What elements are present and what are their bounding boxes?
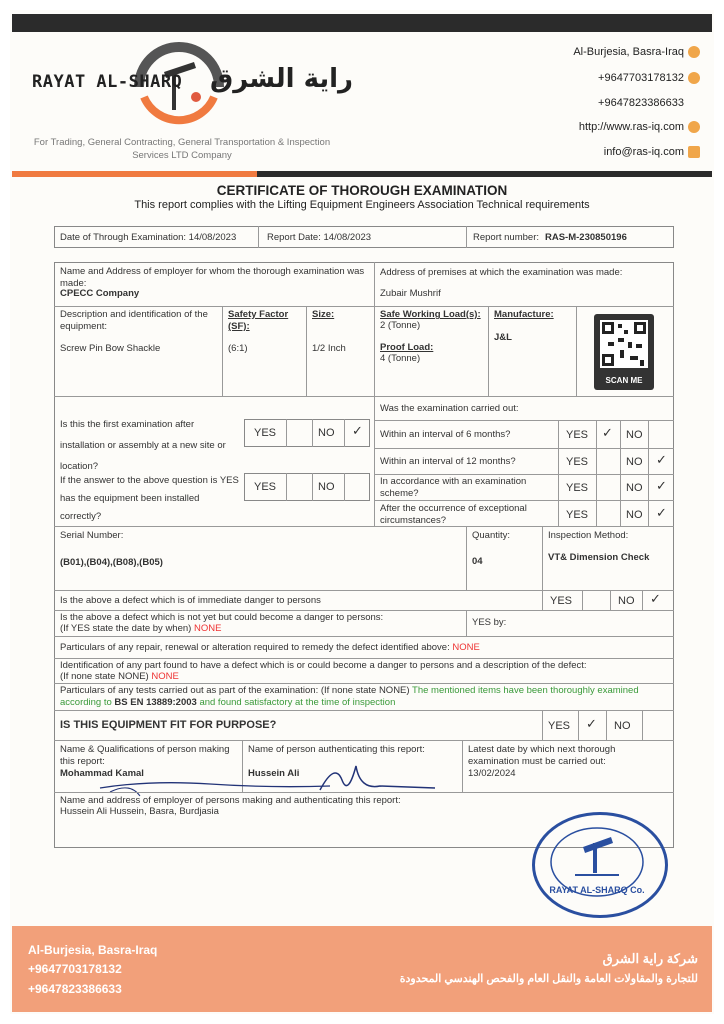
divider	[542, 526, 543, 590]
divider	[54, 610, 674, 611]
top-bar	[12, 14, 712, 32]
certificate-subtitle: This report complies with the Lifting Equipment Engineers Association Technical requirements	[134, 199, 590, 211]
yes-label: YES	[254, 481, 277, 493]
no-checkmark: ✓	[656, 505, 667, 520]
divider	[576, 306, 577, 396]
tests-result-text: examined according to	[60, 685, 639, 708]
no-checkmark: ✓	[656, 452, 667, 467]
brand-name: RAYAT AL-SHARQ	[32, 72, 183, 92]
no-label: NO	[626, 429, 643, 441]
divider	[312, 473, 313, 501]
tests-particulars	[60, 685, 670, 709]
divider	[620, 420, 621, 526]
divider	[558, 420, 559, 526]
company-stamp	[532, 812, 668, 918]
yes-label: YES	[566, 482, 589, 494]
divider	[606, 710, 607, 740]
standard-reference: BS EN 13889:2003	[114, 697, 197, 708]
defect-identification-note	[60, 671, 179, 683]
company-tagline: For Trading, General Contracting, General Transportation & Inspection Services LTD Company	[33, 137, 331, 161]
address-text: Al-Burjesia, Basra-Iraq	[573, 46, 684, 58]
none-value: NONE	[151, 671, 179, 682]
employer-label: Name and Address of employer for whom the thorough examination was made:	[60, 266, 365, 289]
footer-arabic-tagline: للتجارة والمقاولات العامة والنقل العام والفحص الهندسي المحدودة	[399, 973, 698, 985]
proof-load-label: Proof Load:	[380, 342, 434, 353]
yes-label: YES	[566, 509, 589, 521]
divider	[374, 396, 375, 526]
manufacture-label: Manufacture:	[494, 309, 554, 320]
yes-label: YES	[548, 720, 571, 732]
divider	[374, 420, 674, 421]
no-label: NO	[618, 595, 635, 607]
brand-name-arabic: راية الشرق	[210, 64, 354, 94]
no-checkmark: ✓	[352, 423, 363, 438]
divider	[54, 658, 674, 659]
footer-arabic-name: شركة راية الشرق	[602, 951, 698, 966]
none-value: NONE	[452, 642, 480, 653]
contact-email[interactable]	[604, 146, 700, 158]
premises-value: Zubair Mushrif	[380, 288, 441, 299]
stamp-text: RAYAT AL-SHARQ Co.	[549, 885, 645, 895]
authenticator-label: Name of person authenticating this report:	[248, 744, 425, 755]
no-checkmark: ✓	[650, 591, 661, 606]
no-label: NO	[614, 720, 631, 732]
manufacture-value: J&L	[494, 332, 512, 343]
divider	[54, 526, 674, 527]
divider	[344, 473, 345, 501]
employer-of-persons-label: Name and address of employer of persons making and authenticating this report:	[60, 795, 401, 806]
defect-identification-note-text: (If none state NONE)	[60, 671, 149, 682]
question-first-exam: Is this the first examination after installation or assembly at a new site or location?	[60, 419, 226, 472]
next-exam-date: 13/02/2024	[468, 768, 516, 779]
inspection-method-value: VT& Dimension Check	[548, 552, 650, 563]
mail-icon	[688, 146, 700, 158]
signature-drawing	[90, 760, 450, 800]
yes-checkmark: ✓	[602, 425, 613, 440]
divider	[542, 590, 543, 610]
none-value: NONE	[193, 623, 222, 634]
footer-phone2: +9647823386633	[28, 982, 122, 996]
employer-of-persons-value: Hussein Ali Hussein, Basra, Burdjasia	[60, 806, 219, 817]
authenticator-name: Hussein Ali	[248, 768, 300, 779]
divider	[54, 396, 674, 397]
no-label: NO	[318, 481, 335, 493]
report-number-label: Report number:	[473, 232, 540, 243]
certificate-title: CERTIFICATE OF THOROUGH EXAMINATION	[216, 183, 508, 198]
divider	[286, 473, 287, 501]
website-link[interactable]: http://www.ras-iq.com	[578, 121, 684, 133]
swl-value: 2 (Tonne)	[380, 320, 421, 331]
exceptional-circumstances: After the occurrence of exceptional circumstances?	[380, 503, 527, 526]
divider	[306, 306, 307, 396]
divider	[286, 419, 287, 447]
serial-value: (B01),(B04),(B08),(B05)	[60, 557, 163, 568]
yes-label: YES	[566, 429, 589, 441]
divider	[610, 590, 611, 610]
carried-out-label: Was the examination carried out:	[380, 403, 519, 414]
exam-scheme: In accordance with an examination scheme?	[380, 476, 527, 499]
yes-checkmark: ✓	[586, 716, 597, 731]
inspection-method-label: Inspection Method:	[548, 530, 629, 541]
divider	[374, 500, 674, 501]
divider	[462, 740, 463, 792]
divider	[54, 590, 674, 591]
divider	[54, 683, 674, 684]
no-label: NO	[318, 427, 335, 439]
footer-address: Al-Burjesia, Basra-Iraq	[28, 943, 158, 957]
report-maker-name: Mohammad Kamal	[60, 768, 144, 779]
proof-load-value: 4 (Tonne)	[380, 353, 421, 364]
yes-label: YES	[254, 427, 277, 439]
contact-website[interactable]	[579, 121, 700, 133]
qr-code-panel[interactable]	[594, 314, 654, 390]
divider	[466, 526, 467, 590]
defect-date-note	[60, 623, 221, 635]
phone-text: +9647823386633	[598, 97, 684, 109]
contact-address	[573, 46, 700, 58]
divider	[488, 306, 489, 396]
yes-label: YES	[566, 456, 589, 468]
divider	[312, 419, 313, 447]
contact-phone2	[598, 97, 700, 109]
defect-potential-danger: Is the above a defect which is not yet but could become a danger to persons:	[60, 612, 384, 623]
quantity-value: 04	[472, 556, 483, 567]
exam-date: Date of Through Examination: 14/08/2023	[60, 232, 237, 243]
divider	[54, 740, 674, 741]
report-date: Report Date: 14/08/2023	[267, 232, 372, 243]
divider	[642, 590, 643, 610]
employer-value: CPECC Company	[60, 288, 140, 299]
interval-6-months: Within an interval of 6 months?	[380, 429, 511, 440]
repair-particulars-text: Particulars of any repair, renewal or alteration required to remedy the defect identified above:	[60, 642, 450, 653]
yes-label: YES	[550, 595, 573, 607]
report-maker-label: Name & Qualifications of person making this report:	[60, 744, 230, 767]
divider	[596, 420, 597, 526]
phone-icon	[688, 72, 700, 84]
divider	[374, 448, 674, 449]
divider	[582, 590, 583, 610]
contact-phone1	[598, 72, 700, 84]
equipment-desc-label: Description and identification of the equipment:	[60, 309, 208, 332]
location-icon	[688, 46, 700, 58]
yes-by-label: YES by:	[472, 617, 507, 628]
defect-immediate-danger: Is the above a defect which is of immediate danger to persons	[60, 595, 321, 606]
divider	[648, 420, 649, 526]
divider	[374, 262, 375, 396]
email-link[interactable]: info@ras-iq.com	[603, 146, 684, 158]
divider	[54, 710, 674, 711]
report-number: RAS-M-230850196	[545, 232, 627, 243]
qr-code-icon	[594, 314, 654, 374]
divider	[466, 226, 467, 248]
globe-icon	[688, 121, 700, 133]
serial-label: Serial Number:	[60, 530, 124, 541]
size-value: 1/2 Inch	[312, 343, 346, 354]
divider	[258, 226, 259, 248]
premises-label: Address of premises at which the examination was made:	[380, 267, 623, 278]
fit-for-purpose-label: IS THIS EQUIPMENT FIT FOR PURPOSE?	[60, 719, 277, 731]
scan-me-label: SCAN ME	[605, 376, 643, 385]
safety-factor-value: (6:1)	[228, 343, 248, 354]
header-rule-orange	[12, 171, 257, 177]
defect-date-note-text: (If YES state the date by when)	[60, 623, 192, 634]
safety-factor-label: Safety Factor (SF):	[228, 309, 289, 332]
defect-identification: Identification of any part found to have a defect which is or could become a danger to persons and a description of the defect:	[60, 660, 587, 671]
quantity-label: Quantity:	[472, 530, 511, 541]
tests-particulars-text: Particulars of any tests carried out as part of the examination: (If none state NONE)	[60, 685, 410, 696]
no-label: NO	[626, 509, 643, 521]
divider	[222, 306, 223, 396]
phone-text: +9647703178132	[598, 72, 684, 84]
divider	[466, 610, 467, 636]
divider	[374, 474, 674, 475]
divider	[54, 306, 674, 307]
swl-label: Safe Working Load(s):	[380, 309, 481, 320]
interval-12-months: Within an interval of 12 months?	[380, 456, 516, 467]
repair-particulars	[60, 642, 480, 654]
tests-result-text: and found satisfactory at the time of inspection	[199, 697, 396, 708]
divider	[542, 710, 543, 740]
footer-phone1: +9647703178132	[28, 962, 122, 976]
no-checkmark: ✓	[656, 478, 667, 493]
equipment-desc-value: Screw Pin Bow Shackle	[60, 343, 161, 354]
divider	[54, 636, 674, 637]
question-installed-correctly: If the answer to the above question is YES has the equipment been installed correctly?	[60, 475, 239, 522]
divider	[344, 419, 345, 447]
divider	[642, 710, 643, 740]
divider	[578, 710, 579, 740]
next-exam-label: Latest date by which next thorough examination must be carried out:	[468, 744, 616, 767]
no-label: NO	[626, 456, 643, 468]
size-label: Size:	[312, 309, 335, 320]
no-label: NO	[626, 482, 643, 494]
divider	[54, 792, 674, 793]
header-rule-dark	[257, 171, 712, 177]
tests-result-text: The mentioned items have been thoroughly	[412, 685, 595, 696]
